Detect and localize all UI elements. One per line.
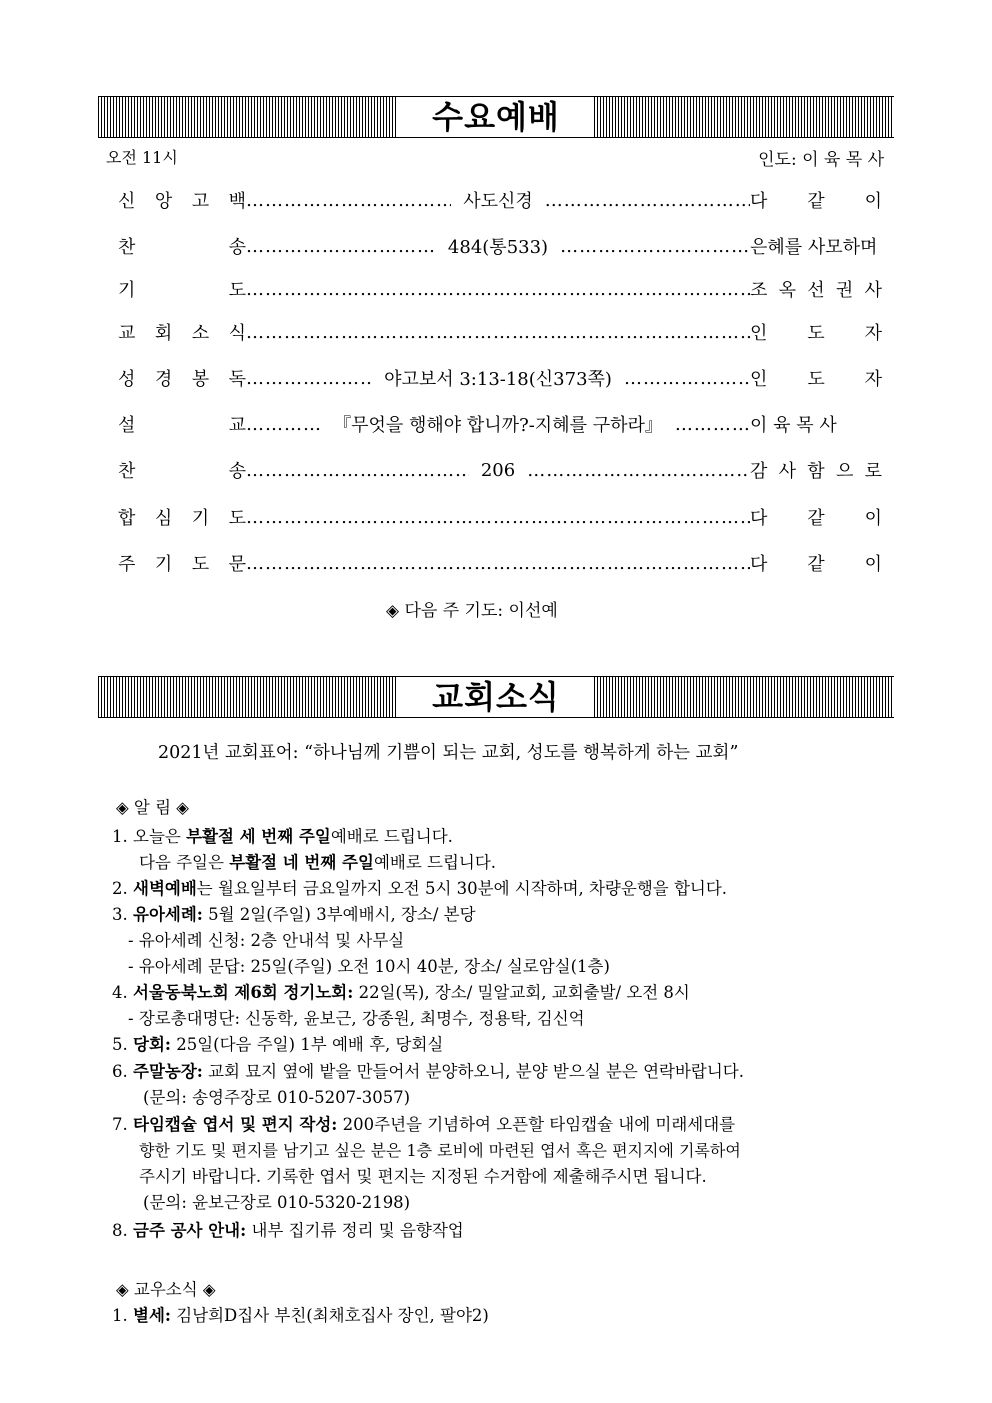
next-prayer: ◈ 다음 주 기도: 이선예: [386, 601, 558, 621]
bold-text: 별세:: [133, 1306, 171, 1325]
text: 25일(다음 주일) 1부 예배 후, 당회실: [170, 1035, 444, 1054]
text: 김남희D집사 부친(최채호집사 장인, 팔야2): [170, 1306, 489, 1325]
bold-text: 유아세례:: [133, 905, 203, 924]
bold-text: 서울동북노회 제6회 정기노회:: [133, 983, 354, 1002]
notice-header: ◈ 알 림 ◈: [116, 798, 189, 817]
worship-row-detail: 사도신경: [463, 191, 533, 212]
item-number: 6.: [112, 1062, 128, 1081]
notice-item-7-line-2: 향한 기도 및 편지를 남기고 싶은 분은 1층 로비에 마련된 엽서 혹은 편지지에 기록하여: [139, 1141, 741, 1160]
worship-row-label: 기 도: [118, 280, 246, 301]
text: 다음 주일은: [139, 853, 230, 872]
worship-row-label: 주 기 도 문: [118, 554, 246, 575]
worship-row-label: 교 회 소 식: [118, 323, 246, 344]
notice-item-7-line-3: 주시기 바랍니다. 기록한 엽서 및 편지는 지정된 수거함에 제출해주시면 됩니다.: [139, 1167, 707, 1186]
worship-row-person: 조 옥 선 권 사: [750, 280, 882, 301]
worship-row: [118, 503, 882, 531]
notice-item-3-sub-1: - 유아세례 신청: 2층 안내석 및 사무실: [128, 931, 405, 950]
notice-item-4-sub-1: - 장로총대명단: 신동학, 윤보근, 강종원, 최명수, 정용탁, 김신억: [128, 1009, 585, 1028]
worship-row-person: 인 도 자: [750, 369, 882, 390]
worship-row-person: 다 같 이: [750, 191, 882, 212]
text: 는 월요일부터 금요일까지 오전 5시 30분에 시작하며, 차량운행을 합니다.: [196, 879, 727, 898]
leader-dots: [675, 414, 750, 435]
worship-row-label: 신 앙 고 백: [118, 191, 246, 212]
notice-item-8: [112, 1220, 464, 1242]
notice-item-7-sub-1: (문의: 윤보근장로 010-5320-2198): [143, 1193, 411, 1212]
leader-dots: [246, 322, 750, 343]
notice-item-6: [112, 1061, 744, 1083]
leader-dots: [246, 507, 750, 528]
bold-text: 금주 공사 안내:: [133, 1221, 247, 1240]
leader-dots: [545, 190, 750, 211]
bold-text: 주말농장:: [133, 1062, 203, 1081]
notice-item-4: [112, 982, 690, 1004]
leader-dots: [527, 460, 750, 481]
leader-dots: [246, 368, 372, 389]
worship-row: [118, 186, 882, 214]
worship-row-label: 찬 송: [118, 237, 246, 258]
item-number: 8.: [112, 1221, 128, 1240]
worship-row-detail: 『무엇을 행해야 합니까?-지혜를 구하라』: [333, 415, 663, 436]
text: 예배로 드립니다.: [373, 853, 497, 872]
worship-leader: 인도: 이 육 목 사: [758, 150, 884, 170]
item-number: 4.: [112, 983, 128, 1002]
notice-item-5: [112, 1034, 443, 1056]
worship-row: [118, 232, 882, 260]
worship-header: [98, 96, 894, 138]
worship-title: 수요예배: [432, 98, 560, 136]
bold-text: 새벽예배: [133, 879, 197, 898]
worship-row-label: 설 교: [118, 415, 246, 436]
worship-row-person: 감 사 함 으 로: [750, 461, 882, 482]
header-stripes-left: [98, 677, 398, 717]
notice-item-6-sub-1: (문의: 송영주장로 010-5207-3057): [143, 1088, 411, 1107]
worship-row-detail: 484(통533): [447, 237, 549, 258]
item-number: 3.: [112, 905, 128, 924]
notice-item-7: [112, 1114, 735, 1136]
worship-row-person: 인 도 자: [750, 323, 882, 344]
header-stripes-right: [594, 97, 894, 137]
item-number: 1.: [112, 1306, 128, 1325]
leader-dots: [246, 553, 750, 574]
worship-row-label: 합 심 기 도: [118, 508, 246, 529]
notice-item-2: [112, 878, 727, 900]
worship-row: [118, 410, 882, 438]
leader-dots: [246, 460, 469, 481]
item-number: 7.: [112, 1115, 128, 1134]
bold-text: 부활절 세 번째 주일: [186, 827, 331, 846]
text: 200주년을 기념하여 오픈할 타임캡슐 내에 미래세대를: [337, 1115, 736, 1134]
text: 내부 집기류 정리 및 음향작업: [246, 1221, 464, 1240]
bold-text: 당회:: [133, 1035, 171, 1054]
worship-row-detail: 야고보서 3:13-18(신373쪽): [384, 369, 612, 390]
worship-row: [118, 456, 882, 484]
text: 예배로 드립니다.: [330, 827, 453, 846]
worship-row-label: 찬 송: [118, 461, 246, 482]
worship-row-detail: 206: [480, 459, 516, 481]
worship-row-label: 성 경 봉 독: [118, 369, 246, 390]
bold-text: 부활절 네 번째 주일: [229, 853, 374, 872]
worship-row-person: 다 같 이: [750, 554, 882, 575]
worship-row: [118, 275, 882, 303]
header-stripes-left: [98, 97, 398, 137]
notice-item-3: [112, 904, 476, 926]
item-number: 2.: [112, 879, 128, 898]
worship-row-person: 은혜를 사모하며: [750, 237, 878, 258]
leader-dots: [246, 414, 321, 435]
text: 교회 묘지 옆에 밭을 만들어서 분양하오니, 분양 받으실 분은 연락바랍니다.: [202, 1062, 744, 1081]
item-number: 1.: [112, 827, 128, 846]
worship-row-person: 이 육 목 사: [750, 415, 837, 436]
member-news-header: ◈ 교우소식 ◈: [116, 1280, 216, 1299]
text: 오늘은: [133, 827, 187, 846]
leader-dots: [246, 190, 451, 211]
text: 5월 2일(주일) 3부예배시, 장소/ 본당: [202, 905, 476, 924]
leader-dots: [560, 236, 750, 257]
notice-item-1-line-2: [139, 852, 496, 874]
leader-dots: [246, 236, 436, 257]
worship-row: [118, 364, 882, 392]
worship-time: 오전 11시: [106, 148, 178, 167]
notice-item-3-sub-2: - 유아세례 문답: 25일(주일) 오전 10시 40분, 장소/ 실로암실(1층): [128, 957, 610, 976]
worship-row: [118, 318, 882, 346]
member-news-item-1: [112, 1305, 489, 1327]
news-header: [98, 676, 894, 718]
bold-text: 타임캡슐 엽서 및 편지 작성:: [133, 1115, 338, 1134]
leader-dots: [246, 279, 750, 300]
worship-row: [118, 549, 882, 577]
text: 22일(목), 장소/ 밀알교회, 교회출발/ 오전 8시: [353, 983, 690, 1002]
news-title: 교회소식: [432, 678, 560, 716]
leader-dots: [624, 368, 750, 389]
header-stripes-right: [594, 677, 894, 717]
item-number: 5.: [112, 1035, 128, 1054]
church-motto: 2021년 교회표어: “하나님께 기쁨이 되는 교회, 성도를 행복하게 하는 교회”: [158, 743, 739, 763]
worship-row-person: 다 같 이: [750, 508, 882, 529]
notice-item-1: [112, 826, 453, 848]
